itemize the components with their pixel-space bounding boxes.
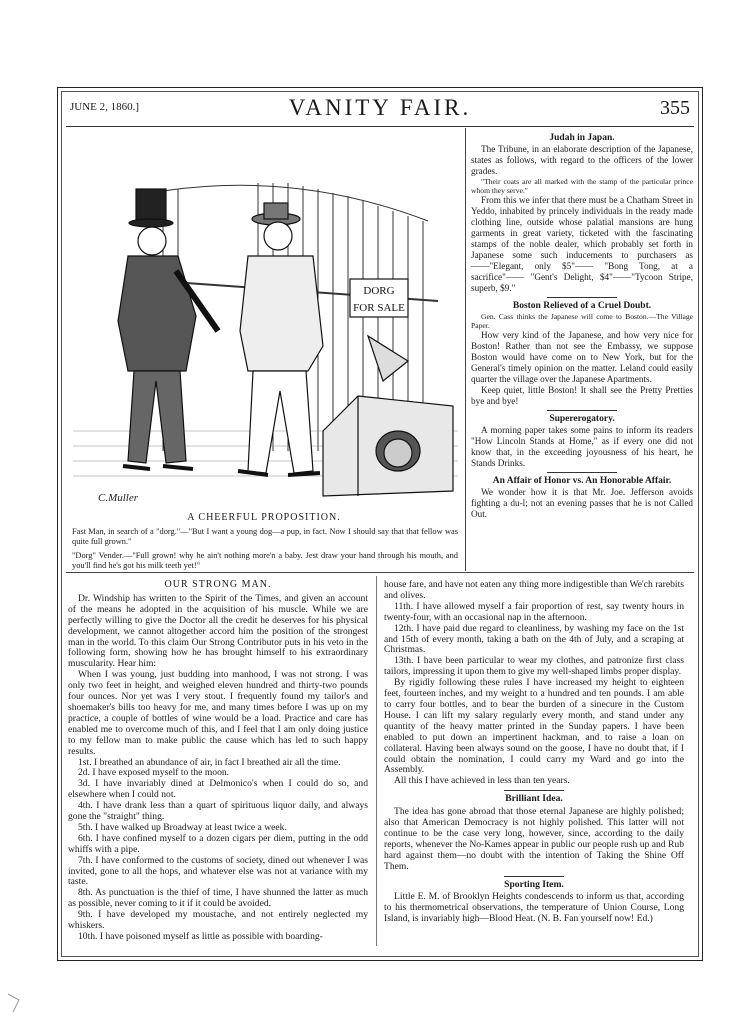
judah-quote: "Their coats are all marked with the stamp of the particular prince whom they serve.": [471, 177, 693, 195]
rule-item: 4th. I have drank less than a quart of spirituous liquor daily, and always gone the "straight" thing.: [68, 800, 368, 823]
rule-item: 12th. I have paid due regard to cleanliness, by washing my face on the 1st and 15th of every month, taking a bath on the 4th of July, and a scraping at Christmas.: [384, 622, 684, 656]
page-number: 355: [660, 97, 690, 119]
supererogatory-paragraph: A morning paper takes some pains to inform its readers "How Lincoln Stands at Home," as if every one did not know that, in the exceeding joyousness of his heart, he Stands Drinks.: [471, 425, 693, 468]
right-column: [471, 133, 693, 520]
newspaper-page: [57, 87, 703, 961]
divider-rule: [504, 790, 564, 791]
cartoon-illustration: [68, 131, 460, 511]
section-divider: [66, 572, 694, 573]
rule-item: 2d. I have exposed myself to the moon.: [78, 767, 230, 779]
header-rule: [66, 126, 694, 127]
judah-heading: Judah in Japan.: [549, 133, 615, 143]
corner-pencil-mark: [5, 990, 25, 1014]
rule-item: 10th. I have poisoned myself as little as possible with boarding-: [78, 931, 323, 942]
continued-column: [384, 580, 684, 925]
boston-paragraph-2: Keep quiet, little Boston! It shall see the Pretty Pretties bye and bye!: [471, 385, 693, 406]
rule-item: 1st. I breathed an abundance of air, in fact I breathed air all the time.: [78, 756, 341, 768]
brilliant-idea-heading: Brilliant Idea.: [505, 793, 563, 805]
page-header: [58, 88, 702, 124]
rule-item: 9th. I have developed my moustache, and not entirely neglected my whiskers.: [68, 909, 368, 932]
divider-rule: [547, 472, 617, 473]
sporting-item-paragraph: Little E. M. of Brooklyn Heights condescends to inform us that, according to his thermometrical observations, the temperature of Union Course, Long Island, is invariably high—Blood Heat. (N. B. Fan yourself now! Ed.): [384, 891, 684, 925]
masthead-title: VANITY FAIR.: [288, 95, 472, 120]
strong-man-continued: house fare, and have not eaten any thing more indigestible than We'ch rarebits and olives.: [384, 579, 684, 601]
rule-item: 6th. I have confined myself to a dozen cigars per diem, putting in the odd whiffs with a pipe.: [68, 832, 368, 855]
divider-rule: [504, 876, 564, 877]
judah-paragraph-1: The Tribune, in an elaborate description of the Japanese, states as follows, with regard to the officers of the lower grades.: [471, 144, 693, 176]
affair-heading: An Affair of Honor vs. An Honorable Affair.: [492, 476, 672, 486]
rule-item: 3d. I have invariably dined at Delmonico's when I could do so, and elsewhere when I could not.: [68, 778, 368, 801]
sporting-item-heading: Sporting Item.: [504, 878, 564, 890]
strong-man-intro: Dr. Windship has written to the Spirit of the Times, and given an account of the means he adopted in the acquisition of his muscle. While we are perfectly willing to give the Doctor all the credit he deserves for his physical development, we cannot altogether accord him the position of the strongest man in the world. To this claim Our Strong Contributor puts in his veto in the following form, showing how he has brought himself to his extraordinary muscularity. Hear him:: [68, 592, 368, 670]
boston-heading: Boston Relieved of a Cruel Doubt.: [512, 301, 652, 311]
rule-item: 5th. I have walked up Broadway at least twice a week.: [78, 821, 287, 833]
strong-man-paragraph-2: When I was young, just budding into manhood, I was not strong. I was only two feet in height, and weighed eleven hundred and thirty-two pounds four ounces. Nor yet was I very stout. I frequently found my tailor's and shoemaker's bills too heavy for me, and many times before I was up on my practice, a couple of bottles of wine would be a load. Practice and care has enabled me to overcome much of this, and I feel that I am only doing justice to my fellow man to make public the cause which has led to such happy results.: [68, 669, 368, 757]
sign-text-dorg: DORG: [363, 285, 395, 297]
strong-man-paragraph-4: All this I have achieved in less than ten years.: [394, 775, 570, 787]
rule-item: 8th. As punctuation is the thief of time, I have shunned the latter as much as possible, never coming to it if it could be avoided.: [68, 887, 368, 910]
judah-paragraph-2: From this we infer that there must be a Chatham Street in Yeddo, inhabited by princely individuals in the ready made clothing line, outside whose palatial mansions are hung garments in great variety, ticketed with the fascinating stamps of the noble dealer, which probably set forth in Japanese some such inducements to purchasers as——"Elegant, only $5"—— "Bong Tong, at a sacrifice"—— "Gent's Delight, $4"——"Tycoon Stripe, superb, $9.": [471, 195, 693, 293]
divider-rule: [547, 410, 617, 411]
divider-rule: [547, 297, 617, 298]
brilliant-idea-paragraph: The idea has gone abroad that those eternal Japanese are highly polished; also that American Democracy is not highly polished. This latter will not continue to be the case very long, however, since, according to the daily reports, whenever the No-Kames appear in public our people rush up and Rub hard against them—no doubt with the intention of Taking the Shine Off Them.: [384, 806, 684, 872]
column-divider-bottom: [376, 576, 377, 946]
rule-item: 13th. I have been particular to wear my clothes, and patronize first class tailors, impressing it upon them to give my well-shaped limbs proper display.: [384, 655, 684, 678]
strong-man-heading: OUR STRONG MAN.: [164, 579, 272, 590]
supererogatory-heading: Supererogatory.: [549, 414, 615, 424]
artist-signature: C.Muller: [98, 492, 139, 504]
boston-paragraph-1: How very kind of the Japanese, and how very nice for Boston! Rather than not see the Embassy, we suppose Boston would have come on to New York, but for the General's timely opinion on the matter. Leland could easily quarter the village over the Japanese Apartments.: [471, 330, 693, 384]
illustration-caption-1: Fast Man, in search of a "dorg."—"But I want a young dog—a pup, in fact. Now I should say that that fellow was quite full grown.": [72, 527, 458, 546]
column-divider-top: [465, 128, 466, 571]
rule-item: 11th. I have allowed myself a fair proportion of rest, say twenty hours in twenty-four, with an occasional nap in the afternoon.: [384, 600, 684, 623]
issue-date: JUNE 2, 1860.]: [70, 101, 140, 113]
strong-man-column: [68, 580, 368, 943]
sign-text-for-sale: FOR SALE: [353, 302, 405, 314]
rule-item: 7th. I have conformed to the customs of society, dined out whenever I was invited, gone to all the hops, and whatever else was not at variance with my taste.: [68, 854, 368, 888]
boston-quote: Gen. Cass thinks the Japanese will come to Boston.—The Village Paper.: [471, 312, 693, 330]
illustration-caption-2: "Dorg" Vender.—"Full grown! why he ain't nothing more'n a baby. Jest draw your hand through his mouth, and you'll find he's got his milk teeth yet!": [72, 551, 458, 570]
affair-paragraph: We wonder how it is that Mr. Joe. Jefferson avoids fighting a du-l; not an evening passes that he is not Called Out.: [471, 487, 693, 519]
illustration-title: A CHEERFUL PROPOSITION.: [187, 512, 341, 523]
strong-man-paragraph-3: By rigidly following these rules I have increased my height to eighteen feet, fourteen inches, and my weight to a hundred and ten pounds. I am able to carry four bottles, and to bear the burden of a sinecure in the Custom House. I can lift my salary regularly every month, and stand under any quantity of the heavy matter printed in the Sunday papers. I have been enabled to put down an impertinent hackman, and to raise a loan on collateral. Having been always sound on the goose, I have no doubt that, if I could obtain the nomination, I could carry my Ward and go into the Assembly.: [384, 677, 684, 776]
